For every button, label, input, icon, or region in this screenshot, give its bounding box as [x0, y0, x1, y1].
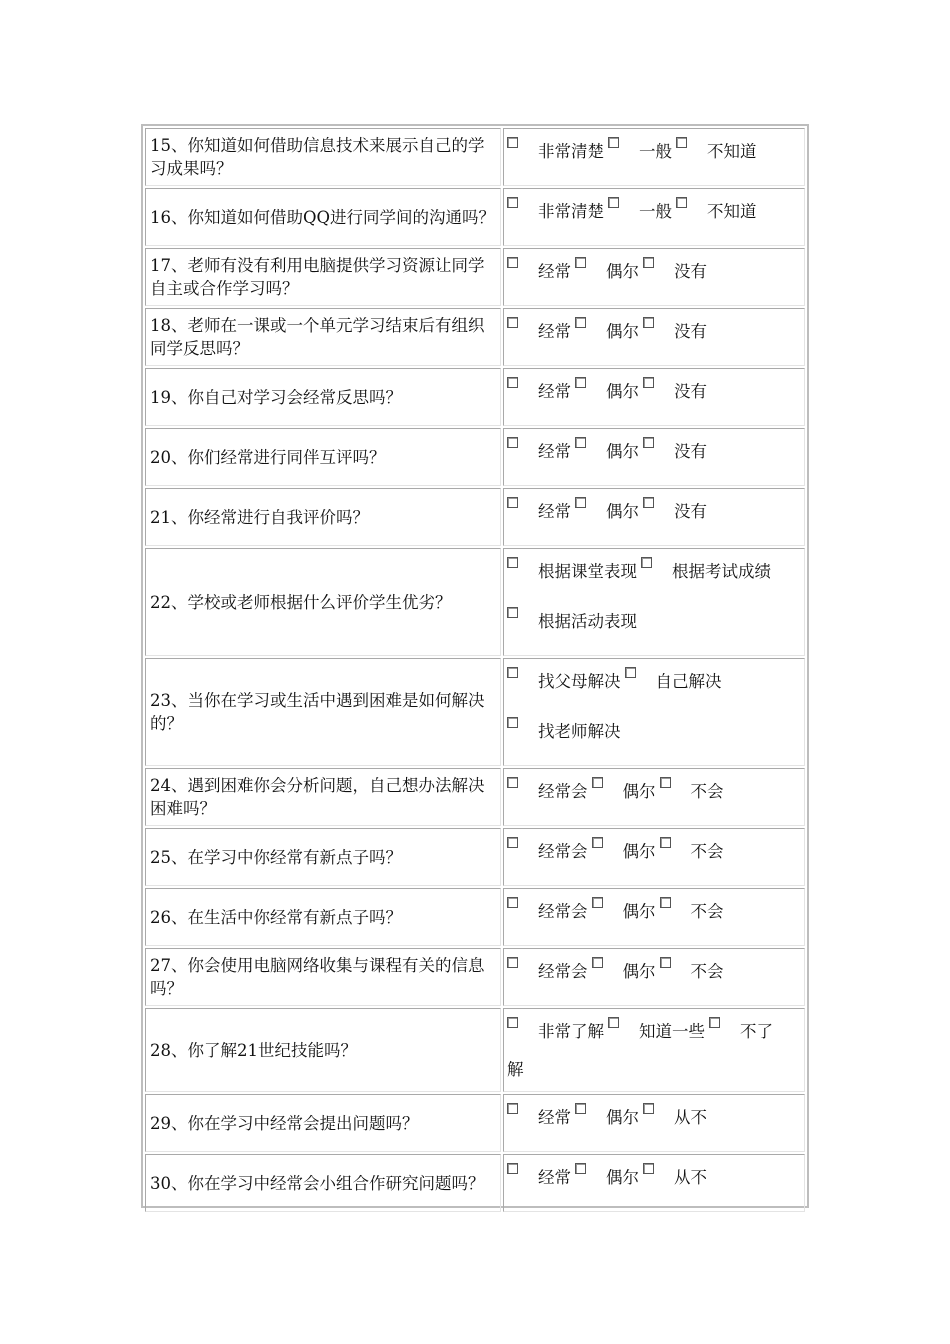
answer-options — [503, 128, 805, 186]
checkbox-icon[interactable] — [660, 957, 671, 968]
checkbox-icon[interactable] — [507, 257, 518, 268]
checkbox-icon[interactable] — [608, 197, 619, 208]
question-text: 15、你知道如何借助信息技术来展示自己的学习成果吗？ — [145, 128, 501, 186]
answer-options — [503, 948, 805, 1006]
option[interactable]: 没有 — [643, 255, 711, 283]
option[interactable]: 找父母解决 — [507, 665, 625, 693]
question-row-29 — [145, 1094, 805, 1152]
answer-options — [503, 768, 805, 826]
question-text: 25、在学习中你经常有新点子吗？ — [145, 828, 501, 886]
option[interactable]: 偶尔 — [575, 375, 643, 403]
checkbox-icon[interactable] — [507, 717, 518, 728]
option[interactable]: 根据考试成绩 — [641, 555, 775, 583]
option[interactable]: 没有 — [643, 375, 711, 403]
option[interactable]: 经常 — [507, 315, 575, 343]
option[interactable]: 不知道 — [676, 195, 761, 223]
question-row-21 — [145, 488, 805, 546]
answer-options — [503, 1094, 805, 1152]
question-row-16 — [145, 188, 805, 246]
checkbox-icon[interactable] — [507, 437, 518, 448]
survey-table — [141, 124, 809, 1208]
question-text: 23、当你在学习或生活中遇到困难是如何解决的？ — [145, 658, 501, 766]
checkbox-icon[interactable] — [643, 1103, 654, 1114]
option[interactable]: 偶尔 — [575, 435, 643, 463]
answer-options — [503, 488, 805, 546]
checkbox-icon[interactable] — [507, 377, 518, 388]
option[interactable]: 不会 — [660, 955, 728, 983]
checkbox-icon[interactable] — [660, 837, 671, 848]
checkbox-icon[interactable] — [625, 667, 636, 678]
option[interactable]: 不会 — [660, 895, 728, 923]
answer-options — [503, 888, 805, 946]
option[interactable]: 没有 — [643, 495, 711, 523]
question-text: 16、你知道如何借助QQ进行同学间的沟通吗？ — [145, 188, 501, 246]
question-text: 17、老师有没有利用电脑提供学习资源让同学自主或合作学习吗？ — [145, 248, 501, 306]
checkbox-icon[interactable] — [592, 957, 603, 968]
option[interactable]: 偶尔 — [575, 315, 643, 343]
checkbox-icon[interactable] — [592, 837, 603, 848]
option[interactable]: 根据活动表现 — [507, 605, 641, 633]
option[interactable]: 偶尔 — [575, 1101, 643, 1129]
question-row-20 — [145, 428, 805, 486]
question-row-17 — [145, 248, 805, 306]
option[interactable]: 找老师解决 — [507, 715, 625, 743]
checkbox-icon[interactable] — [643, 257, 654, 268]
option[interactable]: 不会 — [660, 835, 728, 863]
option[interactable]: 不会 — [660, 775, 728, 803]
question-row-22 — [145, 548, 805, 656]
question-text: 22、学校或老师根据什么评价学生优劣？ — [145, 548, 501, 656]
option[interactable]: 没有 — [643, 435, 711, 463]
checkbox-icon[interactable] — [507, 137, 518, 148]
option[interactable]: 自己解决 — [625, 665, 726, 693]
option[interactable]: 非常了解 — [507, 1015, 608, 1043]
checkbox-icon[interactable] — [676, 137, 687, 148]
answer-options — [503, 828, 805, 886]
answer-options — [503, 248, 805, 306]
checkbox-icon[interactable] — [575, 257, 586, 268]
question-row-23 — [145, 658, 805, 766]
option[interactable]: 非常清楚 — [507, 195, 608, 223]
checkbox-icon[interactable] — [575, 1103, 586, 1114]
option[interactable]: 偶尔 — [592, 895, 660, 923]
checkbox-icon[interactable] — [507, 1163, 518, 1174]
option[interactable]: 偶尔 — [592, 775, 660, 803]
answer-options — [503, 308, 805, 366]
option[interactable]: 经常 — [507, 1101, 575, 1129]
checkbox-icon[interactable] — [643, 377, 654, 388]
checkbox-icon[interactable] — [507, 667, 518, 678]
checkbox-icon[interactable] — [507, 957, 518, 968]
checkbox-icon[interactable] — [507, 777, 518, 788]
checkbox-icon[interactable] — [643, 437, 654, 448]
checkbox-icon[interactable] — [643, 317, 654, 328]
option[interactable]: 偶尔 — [575, 255, 643, 283]
question-row-25 — [145, 828, 805, 886]
checkbox-icon[interactable] — [641, 557, 652, 568]
answer-options — [503, 1008, 805, 1092]
question-text: 20、你们经常进行同伴互评吗？ — [145, 428, 501, 486]
checkbox-icon[interactable] — [507, 607, 518, 618]
checkbox-icon[interactable] — [575, 497, 586, 508]
option[interactable]: 从不 — [643, 1161, 711, 1189]
checkbox-icon[interactable] — [575, 1163, 586, 1174]
question-text: 29、你在学习中经常会提出问题吗？ — [145, 1094, 501, 1152]
question-row-15 — [145, 128, 805, 186]
option[interactable]: 根据课堂表现 — [507, 555, 641, 583]
option[interactable]: 经常 — [507, 1161, 575, 1189]
option[interactable]: 知道一些 — [608, 1015, 709, 1043]
option[interactable]: 一般 — [608, 195, 676, 223]
option[interactable]: 偶尔 — [575, 1161, 643, 1189]
answer-options — [503, 428, 805, 486]
checkbox-icon[interactable] — [709, 1017, 720, 1028]
checkbox-icon[interactable] — [575, 377, 586, 388]
question-row-18 — [145, 308, 805, 366]
option[interactable]: 经常会 — [507, 955, 592, 983]
answer-options — [503, 368, 805, 426]
option[interactable]: 不知道 — [676, 135, 761, 163]
checkbox-icon[interactable] — [575, 437, 586, 448]
option[interactable]: 经常 — [507, 375, 575, 403]
option[interactable]: 经常 — [507, 435, 575, 463]
checkbox-icon[interactable] — [592, 777, 603, 788]
question-row-19 — [145, 368, 805, 426]
option[interactable]: 非常清楚 — [507, 135, 608, 163]
checkbox-icon[interactable] — [575, 317, 586, 328]
option[interactable]: 经常 — [507, 255, 575, 283]
checkbox-icon[interactable] — [592, 897, 603, 908]
question-text: 18、老师在一课或一个单元学习结束后有组织同学反思吗？ — [145, 308, 501, 366]
question-row-27 — [145, 948, 805, 1006]
option[interactable]: 经常会 — [507, 775, 592, 803]
checkbox-icon[interactable] — [643, 497, 654, 508]
question-row-26 — [145, 888, 805, 946]
option[interactable]: 没有 — [643, 315, 711, 343]
option[interactable]: 经常 — [507, 495, 575, 523]
answer-options — [503, 548, 805, 656]
option[interactable]: 偶尔 — [592, 835, 660, 863]
answer-options — [503, 188, 805, 246]
option[interactable]: 一般 — [608, 135, 676, 163]
checkbox-icon[interactable] — [507, 557, 518, 568]
option[interactable]: 经常会 — [507, 835, 592, 863]
question-text: 24、遇到困难你会分析问题，自己想办法解决困难吗？ — [145, 768, 501, 826]
checkbox-icon[interactable] — [676, 197, 687, 208]
question-row-28 — [145, 1008, 805, 1092]
answer-options — [503, 658, 805, 766]
checkbox-icon[interactable] — [660, 897, 671, 908]
option[interactable]: 从不 — [643, 1101, 711, 1129]
question-text: 27、你会使用电脑网络收集与课程有关的信息吗？ — [145, 948, 501, 1006]
question-text: 21、你经常进行自我评价吗？ — [145, 488, 501, 546]
question-row-30 — [145, 1154, 805, 1212]
checkbox-icon[interactable] — [608, 1017, 619, 1028]
checkbox-icon[interactable] — [507, 837, 518, 848]
question-text: 26、在生活中你经常有新点子吗？ — [145, 888, 501, 946]
answer-options — [503, 1154, 805, 1212]
checkbox-icon[interactable] — [608, 137, 619, 148]
option[interactable]: 经常会 — [507, 895, 592, 923]
question-text: 30、你在学习中经常会小组合作研究问题吗？ — [145, 1154, 501, 1212]
checkbox-icon[interactable] — [507, 1017, 518, 1028]
option[interactable]: 偶尔 — [575, 495, 643, 523]
checkbox-icon[interactable] — [507, 897, 518, 908]
question-row-24 — [145, 768, 805, 826]
checkbox-icon[interactable] — [507, 197, 518, 208]
option[interactable]: 不了 — [709, 1015, 777, 1043]
option-label-wrap: 解 — [507, 1060, 524, 1079]
question-text: 28、你了解21世纪技能吗？ — [145, 1008, 501, 1092]
checkbox-icon[interactable] — [507, 1103, 518, 1114]
checkbox-icon[interactable] — [507, 497, 518, 508]
checkbox-icon[interactable] — [660, 777, 671, 788]
checkbox-icon[interactable] — [643, 1163, 654, 1174]
checkbox-icon[interactable] — [507, 317, 518, 328]
option[interactable]: 偶尔 — [592, 955, 660, 983]
question-text: 19、你自己对学习会经常反思吗？ — [145, 368, 501, 426]
